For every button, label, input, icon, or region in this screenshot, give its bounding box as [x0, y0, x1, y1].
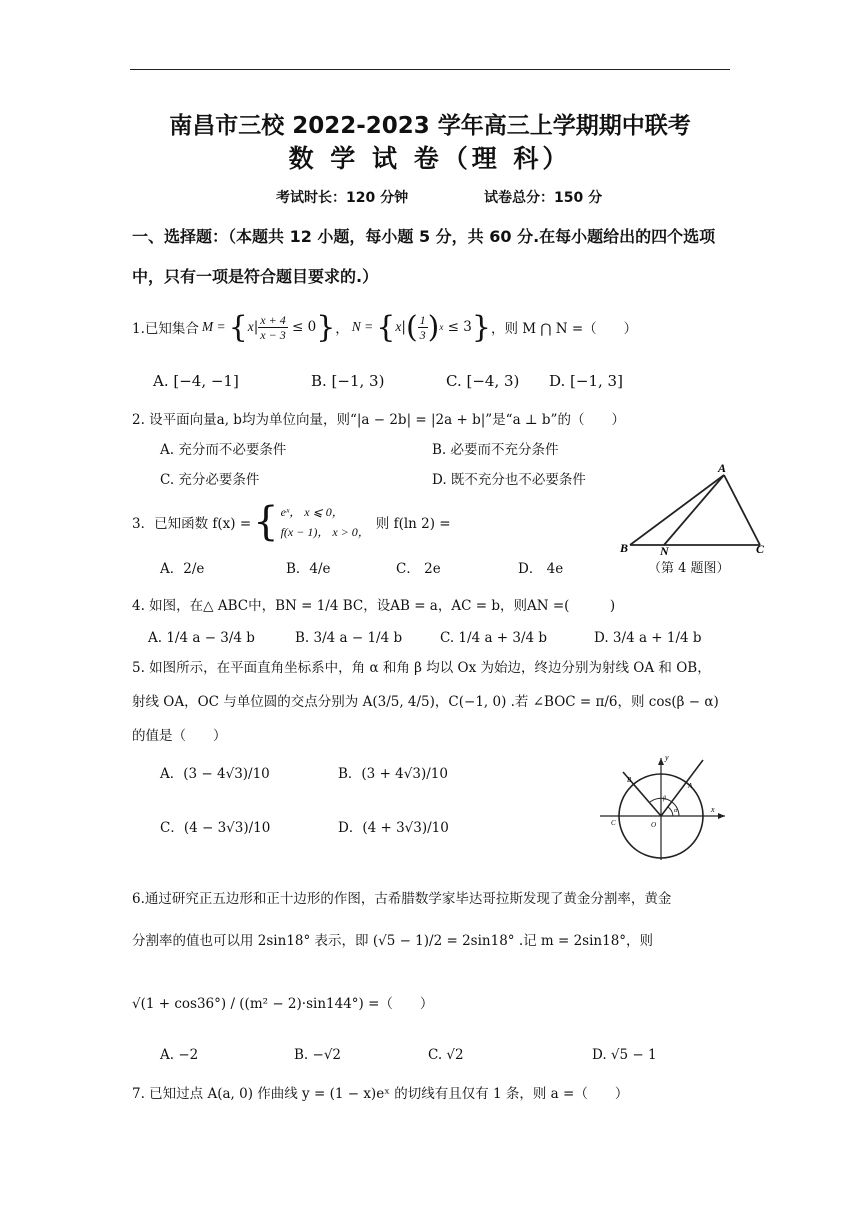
figure-q4-caption: （第 4 题图）: [648, 561, 730, 576]
section-heading-line2: 中，只有一项是符合题目要求的.）: [132, 267, 379, 286]
question-7: 7. 已知过点 A(a, 0) 作曲线 y = (1 − x)eˣ 的切线有且仅有 1 条，则 a =（ ）: [132, 1086, 629, 1102]
label-o: O: [651, 821, 657, 829]
q4-option-d: D. 3/4 a + 1/4 b: [594, 630, 702, 646]
figure-q5-unit-circle: [595, 750, 735, 865]
label-beta: β: [663, 796, 666, 802]
q5-option-b: B．(3 + 4√3)/10: [338, 766, 448, 782]
q1-ask: ，则 M ⋂ N =（ ）: [490, 321, 638, 337]
segment-ac: [724, 475, 760, 545]
segment-an: [664, 475, 724, 545]
question-1: 1.已知集合 M = { x | $\frac{x + 4}{x - 3}$ ≤ 0 } ， N = { x | ( $\frac{1}{3}$ ) x ≤ 3 } ，则 M ⋂ N =（ ）: [132, 309, 638, 345]
exam-time: 考试时长：120 分钟: [276, 190, 409, 206]
q1-option-b: B. [−1, 3): [311, 372, 385, 390]
q6-option-b: B. −√2: [294, 1047, 342, 1063]
q5-option-d: D．(4 + 3√3)/10: [338, 820, 449, 836]
label-b: B: [627, 776, 632, 784]
q4-option-c: C. 1/4 a + 3/4 b: [440, 630, 548, 646]
question-6-line2: 分割率的值也可以用 2sin18° 表示，即 (√5 − 1)/2 = 2sin18° .记 m = 2sin18°，则: [132, 933, 654, 949]
angle-alpha-arc: [668, 807, 673, 816]
q4-option-a: A. 1/4 a − 3/4 b: [148, 630, 255, 646]
segment-ab: [630, 475, 724, 545]
q2-option-c: C. 充分必要条件: [160, 472, 260, 488]
figure-q4-triangle: [618, 460, 778, 555]
question-3: 3．已知函数 f(x) = { eˣ， x ⩽ 0， f(x − 1)， x > 0， 则 f(ln 2) =: [132, 499, 451, 545]
label-a: A: [718, 461, 727, 475]
label-y: y: [665, 753, 669, 762]
q3-case1: eˣ， x ⩽ 0，: [280, 505, 344, 519]
ray-oa: [661, 760, 703, 816]
y-axis-arrow-icon: [658, 758, 664, 765]
q4-option-b: B. 3/4 a − 1/4 b: [295, 630, 403, 646]
x-axis-arrow-icon: [718, 813, 725, 819]
q2-option-a: A. 充分而不必要条件: [160, 442, 287, 458]
label-n: N: [660, 544, 669, 555]
q2-option-d: D. 既不充分也不必要条件: [432, 472, 586, 488]
question-6-line1: 6.通过研究正五边形和正十边形的作图，古希腊数学家毕达哥拉斯发现了黄金分割率，黄金: [132, 891, 672, 907]
q3-option-c: C． 2e: [396, 561, 441, 577]
q3-option-b: B．4/e: [286, 561, 331, 577]
q1-option-d: D. [−1, 3]: [549, 372, 623, 390]
label-x: x: [711, 805, 715, 814]
q5-option-a: A．(3 − 4√3)/10: [160, 766, 270, 782]
label-b: B: [620, 541, 629, 555]
question-6-expression: √(1 + cos36°) / ((m² − 2)·sin144°) =（ ）: [132, 996, 434, 1012]
q6-option-d: D. √5 − 1: [592, 1047, 657, 1063]
q3-option-d: D． 4e: [518, 561, 564, 577]
question-5-line2: 射线 OA，OC 与单位圆的交点分别为 A(3/5, 4/5)，C(−1, 0) .若 ∠BOC = π/6，则 cos(β − α): [132, 694, 719, 710]
q6-option-c: C. √2: [428, 1047, 464, 1063]
q5-option-c: C．(4 − 3√3)/10: [160, 820, 271, 836]
q3-option-a: A．2/e: [160, 561, 205, 577]
total-score: 试卷总分：150 分: [484, 190, 603, 206]
q6-option-a: A. −2: [160, 1047, 199, 1063]
q2-option-b: B. 必要而不充分条件: [432, 442, 559, 458]
q3-prefix: 3．已知函数 f(x) =: [132, 516, 252, 532]
q1-option-a: A. [−4, −1]: [153, 372, 239, 390]
section-heading-line1: 一、选择题：（本题共 12 小题，每小题 5 分，共 60 分.在每小题给出的四个选项: [132, 227, 716, 246]
question-4: 4. 如图，在△ ABC中，BN = 1/4 BC，设AB = a，AC = b，则AN =( ): [132, 598, 616, 614]
q3-case2: f(x − 1)， x > 0，: [280, 525, 370, 539]
q3-ask: 则 f(ln 2) =: [375, 516, 451, 532]
question-2: 2. 设平面向量a, b均为单位向量，则“|a − 2b| = |2a + b|”是“a ⊥ b”的（ ）: [132, 412, 625, 428]
q1-prefix: 1.已知集合: [132, 321, 199, 337]
question-5-line3: 的值是（ ）: [132, 728, 227, 744]
label-a: A: [688, 782, 693, 790]
exam-title: 南昌市三校 2022-2023 学年高三上学期期中联考: [169, 113, 691, 139]
exam-subtitle: 数 学 试 卷（理 科）: [288, 144, 572, 173]
question-5-line1: 5. 如图所示，在平面直角坐标系中，角 α 和角 β 均以 Ox 为始边，终边分别为射线 OA 和 OB，: [132, 660, 711, 676]
q1-option-c: C. [−4, 3): [446, 372, 520, 390]
label-c: C: [611, 819, 616, 827]
label-alpha: α: [674, 808, 678, 814]
label-c: C: [756, 542, 765, 555]
top-rule: [130, 69, 730, 70]
